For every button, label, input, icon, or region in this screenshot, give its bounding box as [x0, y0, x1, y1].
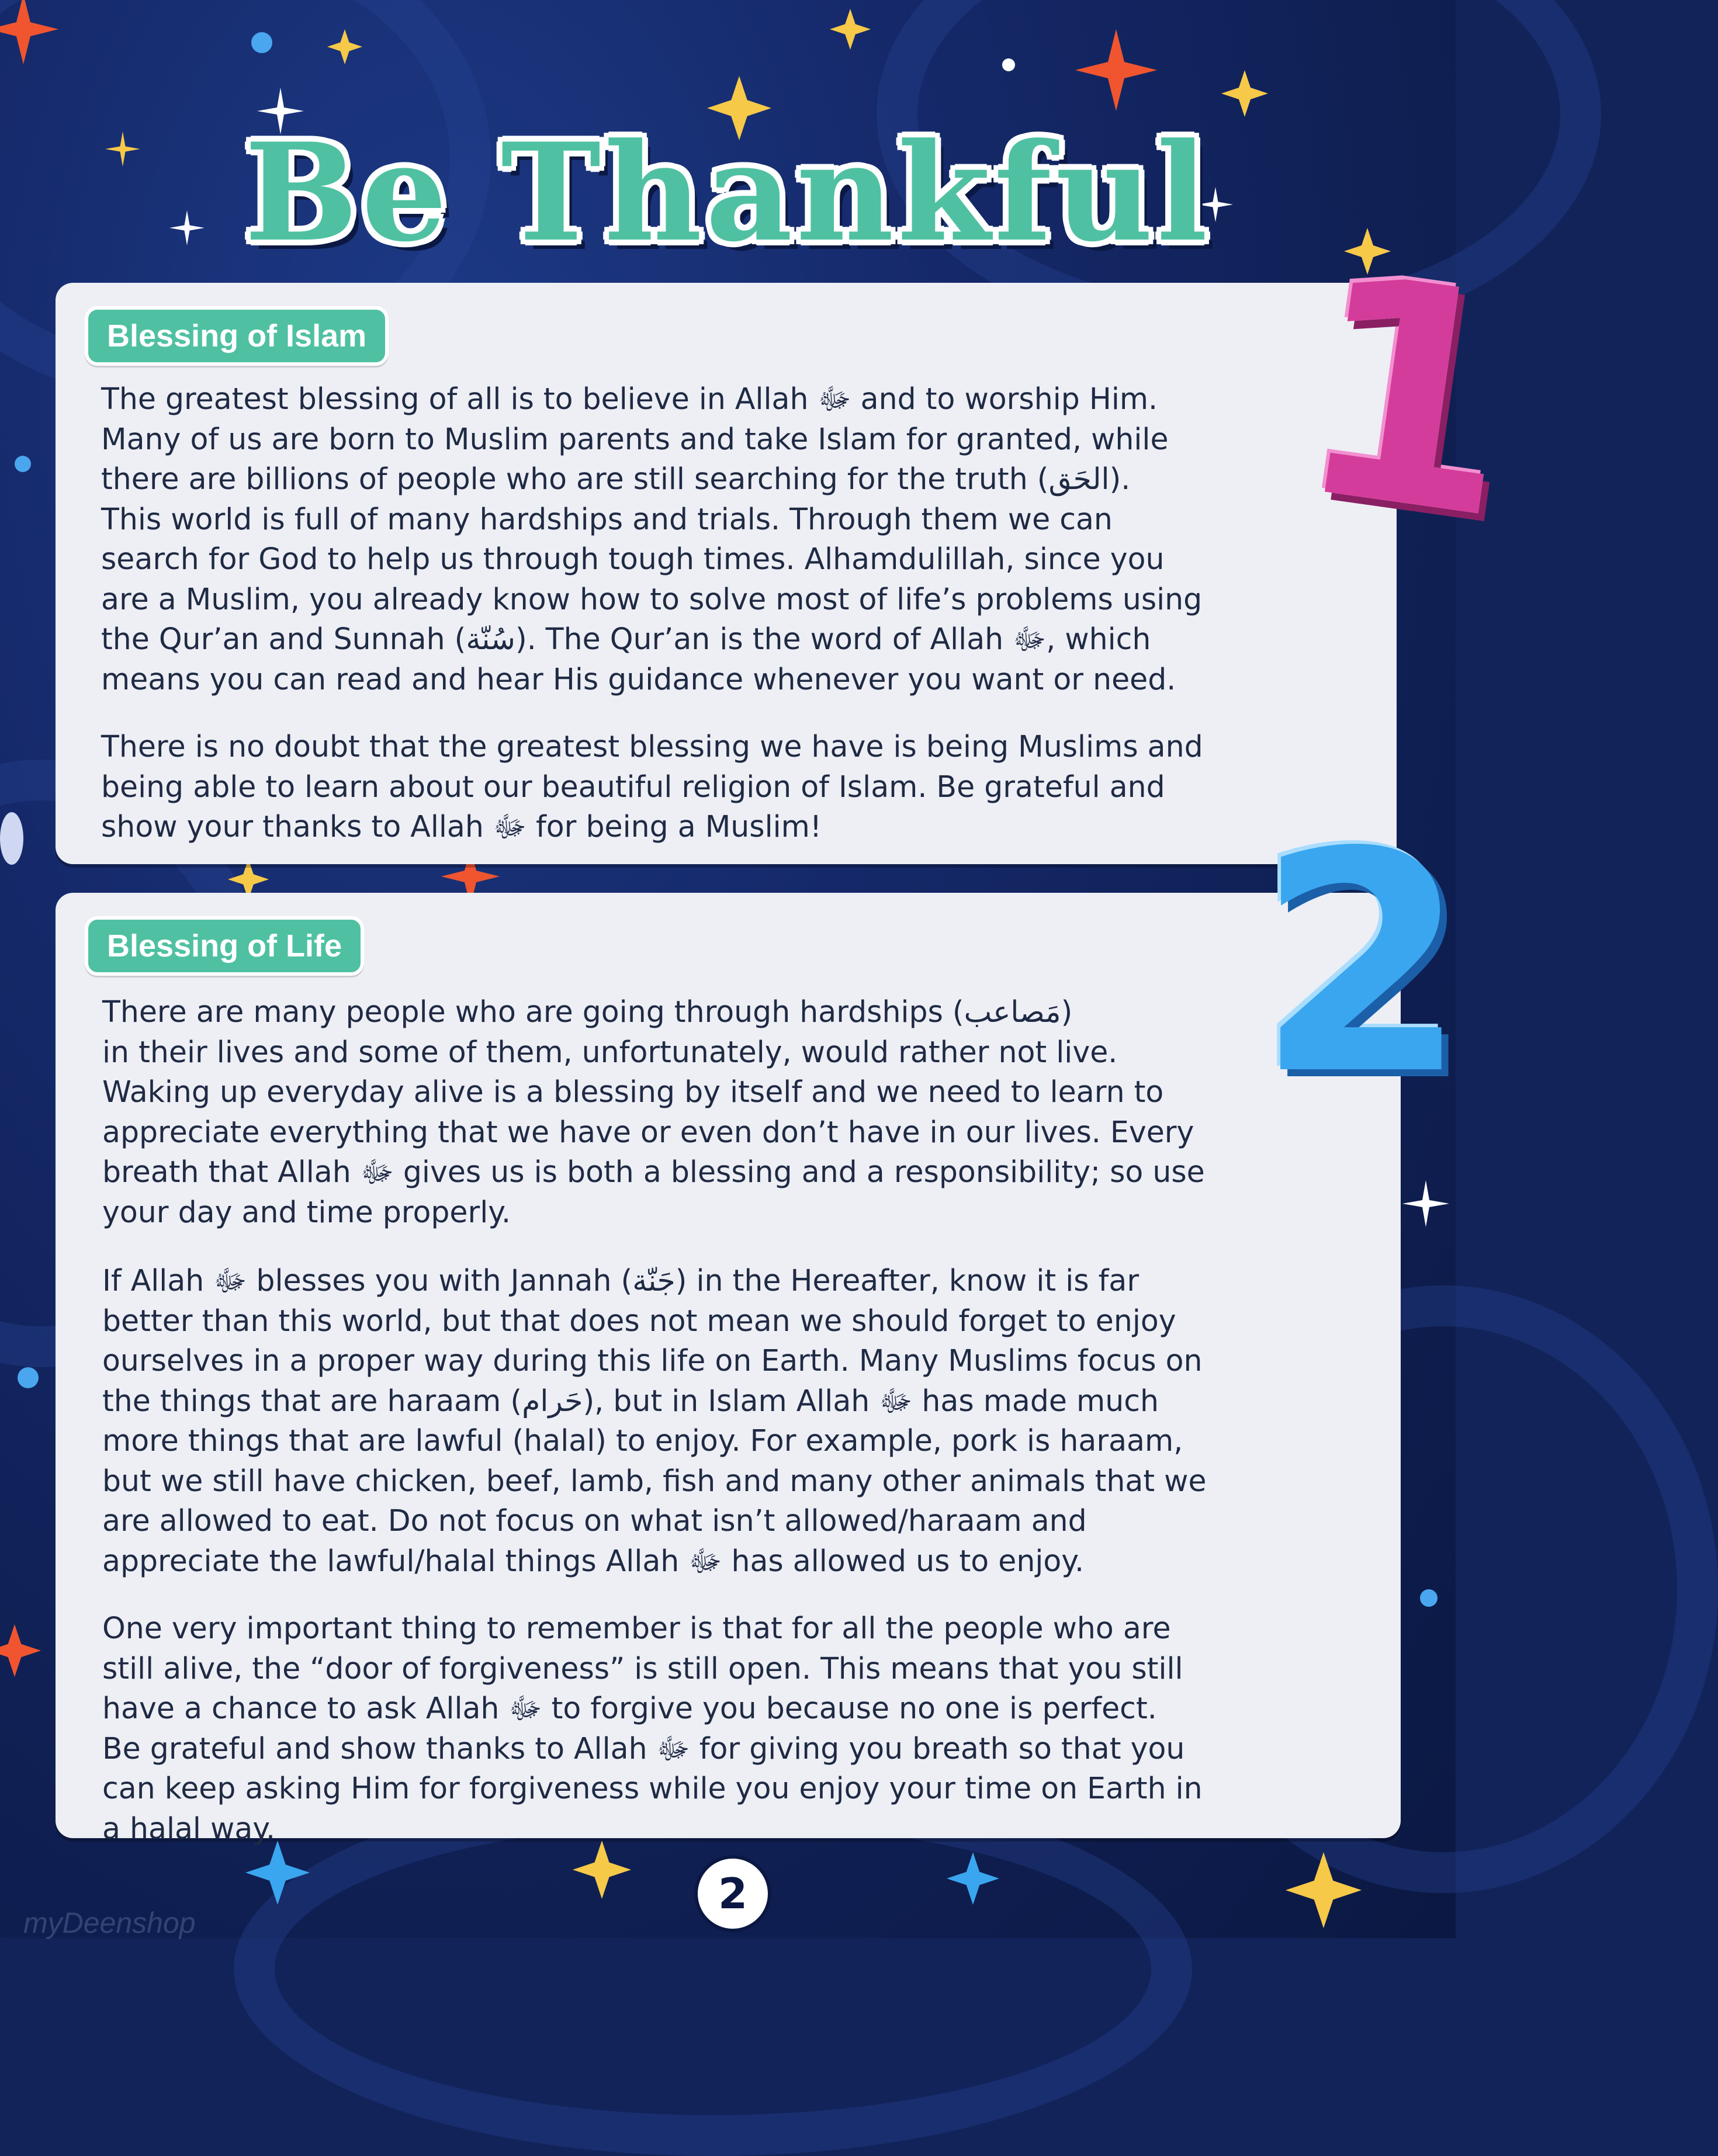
text-line: This world is full of many hardships and trials. Through them we can [101, 501, 1113, 536]
text-line: Many of us are born to Muslim parents and take Islam for granted, while [101, 421, 1169, 456]
text-line: The greatest blessing of all is to believe in Allah ﷻ and to worship Him. [101, 382, 1158, 416]
section-number: 2 [1256, 787, 1468, 1141]
background-dot [251, 32, 272, 53]
text-line: the Qur’an and Sunnah (سُنّة). The Qur’an is the word of Allah ﷻ, which [101, 622, 1151, 656]
text-line: There are many people who are going through hardships (مَصاعب) [102, 994, 1073, 1029]
text-line: a halal way. [102, 1811, 275, 1846]
text-line: There is no doubt that the greatest blessing we have is being Muslims and [101, 729, 1203, 764]
paragraph [102, 1609, 1388, 1849]
text-line: Be grateful and show thanks to Allah ﷻ for giving you breath so that you [102, 1731, 1185, 1766]
star-icon [0, 1624, 41, 1677]
paragraph [102, 992, 1388, 1232]
section-heading: Blessing of Islam [85, 306, 389, 366]
text-line: show your thanks to Allah ﷻ for being a Muslim! [101, 809, 822, 844]
sparkle-icon [1402, 1180, 1449, 1227]
star-icon [0, 0, 58, 64]
text-line: If Allah ﷻ blesses you with Jannah (جَنّة) in the Hereafter, know it is far [102, 1263, 1139, 1298]
text-line: are a Muslim, you already know how to solve most of life’s problems using [101, 581, 1203, 616]
text-line: appreciate the lawful/halal things Allah ﷻ has allowed us to enjoy. [102, 1543, 1085, 1578]
text-line: breath that Allah ﷻ gives us is both a blessing and a responsibility; so use [102, 1155, 1205, 1189]
section-number: 1 [1279, 207, 1539, 588]
watermark: myDeenshop [23, 1907, 196, 1939]
text-line: the things that are haraam (حَرام), but in Islam Allah ﷻ has made much [102, 1383, 1159, 1418]
star-icon [1075, 29, 1157, 111]
star-icon [830, 9, 871, 50]
star-icon [327, 29, 362, 64]
text-line: better than this world, but that does not mean we should forget to enjoy [102, 1303, 1176, 1338]
background-dot [1002, 58, 1015, 71]
paragraph [101, 727, 1387, 847]
text-line: Waking up everyday alive is a blessing by itself and we need to learn to [102, 1074, 1164, 1109]
page-number: 2 [694, 1855, 771, 1932]
section-heading: Blessing of Life [85, 916, 364, 976]
text-line: can keep asking Him for forgiveness while you enjoy your time on Earth in [102, 1771, 1203, 1805]
text-line: in their lives and some of them, unfortunately, would rather not live. [102, 1034, 1118, 1069]
star-icon [245, 1840, 310, 1905]
star-icon [573, 1840, 631, 1899]
text-line: One very important thing to remember is that for all the people who are [102, 1611, 1171, 1645]
text-line: are allowed to eat. Do not focus on what isn’t allowed/haraam and [102, 1503, 1087, 1538]
text-line: ourselves in a proper way during this life on Earth. Many Muslims focus on [102, 1343, 1203, 1378]
blessing-of-islam-card [56, 283, 1397, 864]
text-line: still alive, the “door of forgiveness” is still open. This means that you still [102, 1651, 1183, 1686]
text-line: there are billions of people who are still searching for the truth (الحَق). [101, 462, 1131, 496]
text-line: have a chance to ask Allah ﷻ to forgive you because no one is perfect. [102, 1691, 1157, 1725]
star-icon [1286, 1852, 1362, 1928]
background-dot [18, 1367, 39, 1388]
text-line: being able to learn about our beautiful religion of Islam. Be grateful and [101, 769, 1165, 804]
text-line: means you can read and hear His guidance whenever you want or need. [101, 661, 1176, 696]
paragraph [102, 1261, 1388, 1581]
page-title: Be Thankful [244, 114, 1211, 272]
background-dot [0, 812, 23, 865]
blessing-of-life-card [56, 893, 1401, 1846]
text-line: more things that are lawful (halal) to enjoy. For example, pork is haraam, [102, 1423, 1183, 1458]
star-icon [1221, 70, 1268, 117]
text-line: search for God to help us through tough times. Alhamdulillah, since you [101, 542, 1165, 576]
background-dot [15, 456, 31, 472]
paragraph [101, 379, 1387, 699]
text-line: appreciate everything that we have or even don’t have in our lives. Every [102, 1114, 1194, 1149]
text-line: your day and time properly. [102, 1194, 511, 1229]
background-dot [1420, 1589, 1438, 1607]
star-icon [947, 1852, 999, 1905]
text-line: but we still have chicken, beef, lamb, fish and many other animals that we [102, 1463, 1207, 1498]
